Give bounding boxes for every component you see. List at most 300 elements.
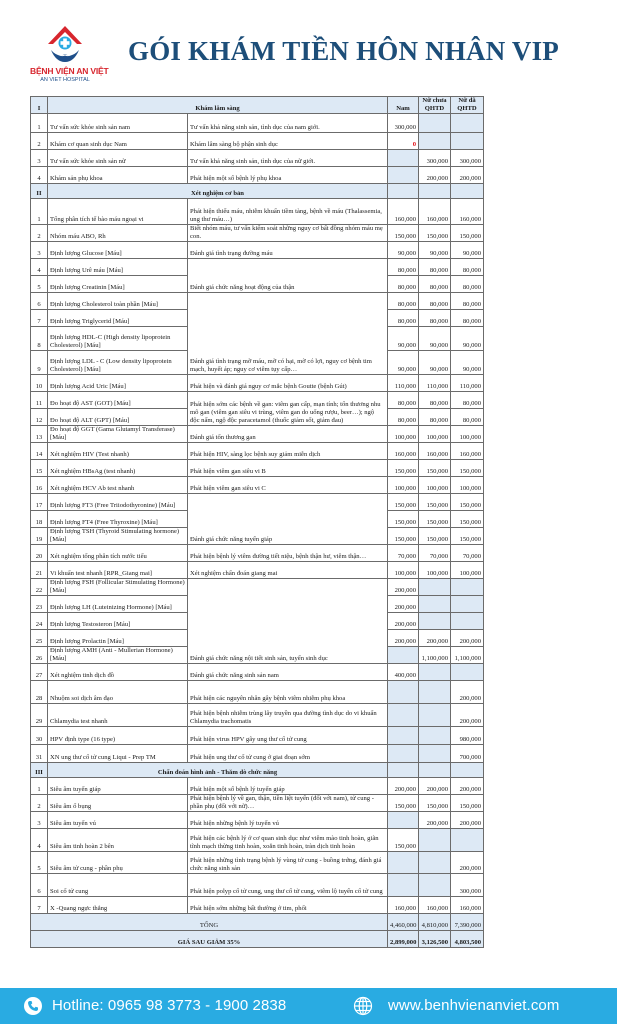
price-nam: 80,000: [388, 310, 419, 327]
price-nu-da-qhtd: 700,000: [451, 745, 484, 763]
row-number: 26: [31, 647, 48, 664]
table-row: [31, 225, 484, 242]
row-number: 29: [31, 704, 48, 727]
section-empty-nam: [388, 184, 419, 199]
section-title: Chẩn đoán hình ảnh - Thăm dò chức năng: [48, 763, 388, 778]
section-empty-nam: [388, 763, 419, 778]
price-nu-da-qhtd: 150,000: [451, 795, 484, 812]
service-name: Siêu âm tuyến vú: [48, 812, 188, 829]
price-nam: 80,000: [388, 276, 419, 293]
service-name: Xét nghiệm HIV (Test nhanh): [48, 443, 188, 460]
price-nu-chua-qhtd: 300,000: [419, 150, 451, 167]
price-nam: 160,000: [388, 897, 419, 914]
row-number: 18: [31, 511, 48, 528]
price-nu-da-qhtd: 90,000: [451, 327, 484, 351]
row-number: 16: [31, 477, 48, 494]
price-nu-da-qhtd: 80,000: [451, 310, 484, 327]
price-nam: [388, 874, 419, 897]
service-name: Định lượng HDL-C (High density lipoprotein Cholesterol) [Máu]: [48, 327, 188, 351]
row-number: 31: [31, 745, 48, 763]
price-nu-chua-qhtd: 80,000: [419, 409, 451, 426]
table-row: [31, 562, 484, 579]
row-number: 3: [31, 150, 48, 167]
service-name: X -Quang ngực thẳng: [48, 897, 188, 914]
price-nu-da-qhtd: 100,000: [451, 477, 484, 494]
service-name: Định lượng Acid Uric [Máu]: [48, 375, 188, 392]
service-name: Định lượng AMH (Anti - Mullerian Hormone) [Máu]: [48, 647, 188, 664]
row-number: 2: [31, 225, 48, 242]
row-number: 1: [31, 199, 48, 225]
price-nam: 100,000: [388, 426, 419, 443]
table-row: [31, 460, 484, 477]
price-nu-chua-qhtd: [419, 874, 451, 897]
service-description: Phát hiện viêm gan siêu vi C: [188, 477, 388, 494]
table-row: [31, 852, 484, 874]
total-row-nu-chua: 4,810,000: [419, 914, 451, 931]
service-description: Đánh giá chức năng tuyến giáp: [188, 494, 388, 545]
service-name: Định lượng TSH (Thyroid Stimulating hormone) [Máu]: [48, 528, 188, 545]
price-nu-chua-qhtd: 160,000: [419, 199, 451, 225]
price-nu-chua-qhtd: 160,000: [419, 443, 451, 460]
price-nam: [388, 812, 419, 829]
price-nu-da-qhtd: 200,000: [451, 852, 484, 874]
service-description: Đánh giá tình trạng đường máu: [188, 242, 388, 259]
service-description: Phát hiện những bệnh lý tuyến vú: [188, 812, 388, 829]
service-name: XN ung thư cổ tử cung Liqui - Prep TM: [48, 745, 188, 763]
price-nam: 110,000: [388, 375, 419, 392]
price-nu-chua-qhtd: 110,000: [419, 375, 451, 392]
service-description: Phát hiện virus HPV gây ung thư cổ tử cung: [188, 727, 388, 745]
service-name: Tổng phân tích tế bào máu ngoại vi: [48, 199, 188, 225]
price-nu-da-qhtd: 150,000: [451, 460, 484, 477]
price-nu-chua-qhtd: [419, 727, 451, 745]
price-nam: 200,000: [388, 613, 419, 630]
row-number: 6: [31, 874, 48, 897]
price-nam: [388, 681, 419, 704]
service-name: Định lượng Glucose [Máu]: [48, 242, 188, 259]
price-nu-da-qhtd: 150,000: [451, 528, 484, 545]
price-nu-chua-qhtd: [419, 745, 451, 763]
price-nu-chua-qhtd: 150,000: [419, 225, 451, 242]
price-nu-chua-qhtd: [419, 704, 451, 727]
price-nam: [388, 852, 419, 874]
price-nam: 400,000: [388, 664, 419, 681]
price-nu-da-qhtd: 1,100,000: [451, 647, 484, 664]
row-number: 7: [31, 897, 48, 914]
price-nu-chua-qhtd: 100,000: [419, 426, 451, 443]
service-name: Siêu âm tuyến giáp: [48, 778, 188, 795]
service-description: Đánh giá tổn thương gan: [188, 426, 388, 443]
logo-subtitle: AN VIET HOSPITAL: [40, 77, 90, 83]
service-name: Nhuộm soi dịch âm đạo: [48, 681, 188, 704]
globe-icon: [353, 996, 373, 1021]
table-row: [31, 681, 484, 704]
price-nam: 90,000: [388, 351, 419, 375]
website-link[interactable]: www.benhvienanviet.com: [388, 997, 560, 1014]
service-name: Nhóm máu ABO, Rh: [48, 225, 188, 242]
service-description: Đánh giá chức năng sinh sản nam: [188, 664, 388, 681]
price-table: [30, 96, 484, 948]
row-number: 3: [31, 242, 48, 259]
service-description: Khám lâm sàng bộ phận sinh dục: [188, 133, 388, 150]
row-number: 3: [31, 812, 48, 829]
price-nam: 100,000: [388, 477, 419, 494]
price-nam: 0: [388, 133, 419, 150]
section-number: III: [31, 763, 48, 778]
service-description: Phát hiện bệnh nhiễm trùng lây truyền qua đường tình dục do vi khuẩn Chlamydia trachomatis: [188, 704, 388, 727]
service-description: Phát hiện một số bệnh lý phụ khoa: [188, 167, 388, 184]
row-number: 24: [31, 613, 48, 630]
price-nu-da-qhtd: 80,000: [451, 259, 484, 276]
price-nu-chua-qhtd: 200,000: [419, 812, 451, 829]
section-header-row: [31, 97, 484, 114]
price-nu-chua-qhtd: [419, 114, 451, 133]
service-description: Phát hiện một số bệnh lý tuyến giáp: [188, 778, 388, 795]
price-nu-chua-qhtd: 100,000: [419, 562, 451, 579]
row-number: 7: [31, 310, 48, 327]
price-nam: 160,000: [388, 199, 419, 225]
row-number: 13: [31, 426, 48, 443]
price-nu-da-qhtd: 160,000: [451, 443, 484, 460]
row-number: 28: [31, 681, 48, 704]
table-row: [31, 392, 484, 409]
service-name: Vi khuẩn test nhanh [RPR_Giang mai]: [48, 562, 188, 579]
table-row: [31, 150, 484, 167]
phone-icon: [24, 997, 42, 1015]
column-header-nu-chua-qhtd: Nữ chưa QHTD: [419, 97, 451, 114]
price-nam: 150,000: [388, 795, 419, 812]
column-header-nu-da-qhtd: Nữ đã QHTD: [451, 97, 484, 114]
table-row: [31, 259, 484, 276]
service-name: HPV định type (16 type): [48, 727, 188, 745]
table-row: [31, 114, 484, 133]
service-name: Định lượng LDL - C (Low density lipoprotein Cholesterol) [Máu]: [48, 351, 188, 375]
price-nu-da-qhtd: [451, 664, 484, 681]
service-name: Đo hoạt độ ALT (GPT) [Máu]: [48, 409, 188, 426]
price-nu-da-qhtd: 980,000: [451, 727, 484, 745]
row-number: 1: [31, 778, 48, 795]
service-description: Đánh giá chức năng nội tiết sinh sản, tuyến sinh dục: [188, 579, 388, 664]
price-nu-chua-qhtd: 150,000: [419, 528, 451, 545]
service-name: Siêu âm tinh hoàn 2 bên: [48, 829, 188, 852]
service-name: Siêu âm tử cung - phần phụ: [48, 852, 188, 874]
price-nu-da-qhtd: 300,000: [451, 150, 484, 167]
price-nu-chua-qhtd: [419, 852, 451, 874]
price-nam: 150,000: [388, 829, 419, 852]
service-description: Phát hiện bệnh lý về gan, thận, tiền liệt tuyến (đối với nam), tử cung - phần phụ (đối với nữ)…: [188, 795, 388, 812]
table-row: [31, 199, 484, 225]
price-nu-da-qhtd: 200,000: [451, 630, 484, 647]
section-empty-nu-da-qhtd: [451, 184, 484, 199]
service-description: Phát hiện những tình trạng bệnh lý vùng tử cung - buồng trứng, đánh giá chức năng sinh sản: [188, 852, 388, 874]
row-number: 19: [31, 528, 48, 545]
service-name: Định lượng Testosteron [Máu]: [48, 613, 188, 630]
price-nu-chua-qhtd: 160,000: [419, 897, 451, 914]
section-number: II: [31, 184, 48, 199]
service-name: Khám cơ quan sinh dục Nam: [48, 133, 188, 150]
row-number: 4: [31, 259, 48, 276]
row-number: 30: [31, 727, 48, 745]
hotline-text[interactable]: Hotline: 0965 98 3773 - 1900 2838: [52, 997, 287, 1014]
price-nam: 150,000: [388, 528, 419, 545]
row-number: 22: [31, 579, 48, 596]
service-name: Định lượng Prolactin [Máu]: [48, 630, 188, 647]
row-number: 4: [31, 829, 48, 852]
service-name: Xét nghiệm tổng phân tích nước tiểu: [48, 545, 188, 562]
price-nu-da-qhtd: [451, 613, 484, 630]
price-nu-chua-qhtd: 200,000: [419, 778, 451, 795]
section-header-row: [31, 763, 484, 778]
price-nu-da-qhtd: 90,000: [451, 242, 484, 259]
section-title: Xét nghiệm cơ bản: [48, 184, 388, 199]
service-description: Phát hiện thiếu máu, nhiễm khuẩn tiềm tàng, bệnh về máu (Thalassemia, ung thư máu…): [188, 199, 388, 225]
table-row: [31, 874, 484, 897]
discounted-total-row-label: GIÁ SAU GIẢM 35%: [31, 931, 388, 948]
section-empty-nu-chua-qhtd: [419, 763, 451, 778]
page-title: GÓI KHÁM TIỀN HÔN NHÂN VIP: [128, 36, 559, 66]
price-nu-da-qhtd: 100,000: [451, 562, 484, 579]
table-row: [31, 579, 484, 596]
price-nu-chua-qhtd: 200,000: [419, 630, 451, 647]
price-nu-chua-qhtd: 1,100,000: [419, 647, 451, 664]
price-nu-chua-qhtd: 150,000: [419, 795, 451, 812]
discounted-total-row: [31, 931, 484, 948]
price-nu-chua-qhtd: 90,000: [419, 242, 451, 259]
service-name: Tư vấn sức khỏe sinh sản nữ: [48, 150, 188, 167]
price-nu-da-qhtd: 200,000: [451, 681, 484, 704]
price-nu-da-qhtd: [451, 596, 484, 613]
price-nam: 80,000: [388, 409, 419, 426]
column-header-nam: Nam: [388, 97, 419, 114]
price-nu-chua-qhtd: 80,000: [419, 276, 451, 293]
row-number: 23: [31, 596, 48, 613]
service-description: Phát hiện sớm những bất thường ở tim, phổi: [188, 897, 388, 914]
price-nam: [388, 745, 419, 763]
price-nam: 200,000: [388, 630, 419, 647]
price-nam: 100,000: [388, 562, 419, 579]
row-number: 17: [31, 494, 48, 511]
service-name: Định lượng FT3 (Free Triiodothyronine) [Máu]: [48, 494, 188, 511]
table-row: [31, 812, 484, 829]
service-name: Tư vấn sức khỏe sinh sản nam: [48, 114, 188, 133]
service-name: Định lượng Cholesterol toàn phần [Máu]: [48, 293, 188, 310]
row-number: 11: [31, 392, 48, 409]
service-description: Phát hiện polyp cổ tử cung, ung thư cổ tử cung, viêm lộ tuyến cổ tử cung: [188, 874, 388, 897]
section-number: I: [31, 97, 48, 114]
table-row: [31, 778, 484, 795]
price-nu-da-qhtd: 90,000: [451, 351, 484, 375]
price-nam: 150,000: [388, 225, 419, 242]
service-description: Phát hiện sớm các bệnh về gan: viêm gan cấp, mạn tính; tổn thương nhu mô gan (viêm gan siêu vi trùng, viêm gan do uống rượu, beer…); ngộ độc nấm, ngộ độc paracetamol (thuốc giảm sốt, giảm đau): [188, 392, 388, 426]
row-number: 5: [31, 852, 48, 874]
discounted-total-row-nam: 2,899,000: [388, 931, 419, 948]
price-nam: 80,000: [388, 392, 419, 409]
price-nu-chua-qhtd: [419, 829, 451, 852]
service-description: Đánh giá tình trạng mỡ máu, mỡ có hại, mỡ có lợi, nguy cơ bệnh tim mạch, huyết áp; nguy cơ viêm tụy cấp…: [188, 293, 388, 375]
row-number: 8: [31, 327, 48, 351]
service-description: Phát hiện các bệnh lý ở cơ quan sinh dục như viêm mào tinh hoàn, giãn tĩnh mạch thừng tinh hoàn, xoắn tinh hoàn, tràn dịch tinh hoàn: [188, 829, 388, 852]
logo-brand-text: BỆNH VIỆN AN VIỆT: [30, 66, 109, 76]
price-nam: 160,000: [388, 443, 419, 460]
service-description: Tư vấn khả năng sinh sản, tình dục của nữ giới.: [188, 150, 388, 167]
price-nu-da-qhtd: 80,000: [451, 293, 484, 310]
service-name: Soi cổ tử cung: [48, 874, 188, 897]
service-description: Xét nghiệm chẩn đoán giang mai: [188, 562, 388, 579]
service-name: Chlamydia test nhanh: [48, 704, 188, 727]
service-name: Xét nghiệm tinh dịch đồ: [48, 664, 188, 681]
table-row: [31, 897, 484, 914]
price-nam: [388, 167, 419, 184]
price-nam: 150,000: [388, 511, 419, 528]
price-nu-da-qhtd: 150,000: [451, 511, 484, 528]
price-nu-da-qhtd: 80,000: [451, 409, 484, 426]
service-name: Đo hoạt độ AST (GOT) [Máu]: [48, 392, 188, 409]
row-number: 1: [31, 114, 48, 133]
price-nu-da-qhtd: 160,000: [451, 897, 484, 914]
service-name: Xét nghiệm HBsAg (test nhanh): [48, 460, 188, 477]
table-row: [31, 167, 484, 184]
price-nu-chua-qhtd: 80,000: [419, 259, 451, 276]
service-name: Định lượng Urê máu [Máu]: [48, 259, 188, 276]
row-number: 5: [31, 276, 48, 293]
total-row: [31, 914, 484, 931]
page-header: [0, 0, 617, 95]
price-nu-chua-qhtd: [419, 579, 451, 596]
section-header-row: [31, 184, 484, 199]
price-nu-chua-qhtd: [419, 596, 451, 613]
price-nu-da-qhtd: 110,000: [451, 375, 484, 392]
table-row: [31, 133, 484, 150]
price-nu-da-qhtd: 300,000: [451, 874, 484, 897]
table-row: [31, 242, 484, 259]
row-number: 2: [31, 133, 48, 150]
section-empty-nu-da-qhtd: [451, 763, 484, 778]
price-nu-chua-qhtd: [419, 681, 451, 704]
service-name: Định lượng FSH (Follicular Stimulating Hormone) [Máu]: [48, 579, 188, 596]
service-description: Phát hiện và đánh giá nguy cơ mắc bệnh Goutte (bệnh Gút): [188, 375, 388, 392]
price-nu-da-qhtd: [451, 114, 484, 133]
row-number: 21: [31, 562, 48, 579]
price-nu-da-qhtd: 70,000: [451, 545, 484, 562]
price-nu-da-qhtd: 150,000: [451, 494, 484, 511]
price-nu-da-qhtd: [451, 579, 484, 596]
service-description: Phát hiện viêm gan siêu vi B: [188, 460, 388, 477]
total-row-nu-da: 7,390,000: [451, 914, 484, 931]
hospital-logo-icon: [44, 24, 86, 66]
row-number: 27: [31, 664, 48, 681]
table-row: [31, 829, 484, 852]
price-nu-da-qhtd: 150,000: [451, 225, 484, 242]
price-nu-chua-qhtd: 150,000: [419, 494, 451, 511]
price-nu-chua-qhtd: 200,000: [419, 167, 451, 184]
service-name: Siêu âm ổ bụng: [48, 795, 188, 812]
service-name: Xét nghiệm HCV Ab test nhanh: [48, 477, 188, 494]
table-row: [31, 545, 484, 562]
price-nu-chua-qhtd: 150,000: [419, 460, 451, 477]
price-nu-da-qhtd: 200,000: [451, 704, 484, 727]
discounted-total-row-nu-da: 4,803,500: [451, 931, 484, 948]
price-nu-chua-qhtd: [419, 664, 451, 681]
table-row: [31, 426, 484, 443]
price-nu-chua-qhtd: 90,000: [419, 351, 451, 375]
price-nam: 80,000: [388, 259, 419, 276]
row-number: 10: [31, 375, 48, 392]
price-nam: 150,000: [388, 494, 419, 511]
table-row: [31, 664, 484, 681]
row-number: 15: [31, 460, 48, 477]
service-name: Định lượng Triglycerid [Máu]: [48, 310, 188, 327]
price-nu-chua-qhtd: 80,000: [419, 293, 451, 310]
service-name: Khám sản phụ khoa: [48, 167, 188, 184]
price-nu-da-qhtd: 200,000: [451, 778, 484, 795]
price-nam: 90,000: [388, 242, 419, 259]
price-nu-da-qhtd: [451, 133, 484, 150]
total-row-label: TỔNG: [31, 914, 388, 931]
table-row: [31, 494, 484, 511]
price-nu-da-qhtd: 200,000: [451, 167, 484, 184]
section-title: Khám lâm sàng: [48, 97, 388, 114]
price-nu-chua-qhtd: 90,000: [419, 327, 451, 351]
price-nu-chua-qhtd: 150,000: [419, 511, 451, 528]
service-description: Đánh giá chức năng hoạt động của thận: [188, 259, 388, 293]
row-number: 12: [31, 409, 48, 426]
service-name: Đo hoạt độ GGT (Gama Glutamyl Transferase) [Máu]: [48, 426, 188, 443]
price-nam: [388, 704, 419, 727]
price-nu-chua-qhtd: [419, 613, 451, 630]
service-description: Phát hiện HIV, sàng lọc bệnh suy giảm miễn dịch: [188, 443, 388, 460]
price-nu-da-qhtd: 80,000: [451, 392, 484, 409]
section-empty-nu-chua-qhtd: [419, 184, 451, 199]
price-nam: 200,000: [388, 596, 419, 613]
discounted-total-row-nu-chua: 3,126,500: [419, 931, 451, 948]
table-row: [31, 477, 484, 494]
price-nu-chua-qhtd: 80,000: [419, 392, 451, 409]
price-nam: 200,000: [388, 778, 419, 795]
price-nam: [388, 727, 419, 745]
price-nam: [388, 150, 419, 167]
table-row: [31, 704, 484, 727]
table-row: [31, 443, 484, 460]
row-number: 9: [31, 351, 48, 375]
price-nu-chua-qhtd: 70,000: [419, 545, 451, 562]
service-description: Phát hiện bệnh lý viêm đường tiết niệu, bệnh thận hư, viêm thận…: [188, 545, 388, 562]
price-nu-da-qhtd: 200,000: [451, 812, 484, 829]
price-nu-da-qhtd: 80,000: [451, 276, 484, 293]
row-number: 6: [31, 293, 48, 310]
table-row: [31, 293, 484, 310]
service-description: Tư vấn khả năng sinh sản, tình dục của nam giới.: [188, 114, 388, 133]
row-number: 14: [31, 443, 48, 460]
row-number: 20: [31, 545, 48, 562]
price-nu-chua-qhtd: 80,000: [419, 310, 451, 327]
table-row: [31, 375, 484, 392]
price-nam: [388, 647, 419, 664]
table-row: [31, 727, 484, 745]
table-row: [31, 745, 484, 763]
price-nam: 200,000: [388, 579, 419, 596]
price-nu-da-qhtd: 160,000: [451, 199, 484, 225]
price-table-body: [31, 97, 484, 948]
total-row-nam: 4,460,000: [388, 914, 419, 931]
price-nu-da-qhtd: [451, 829, 484, 852]
contact-footer: [0, 988, 617, 1024]
price-nu-da-qhtd: 100,000: [451, 426, 484, 443]
service-description: Biết nhóm máu, tư vấn kiểm soát những nguy cơ bất đồng nhóm máu mẹ con.: [188, 225, 388, 242]
price-nam: 150,000: [388, 460, 419, 477]
row-number: 2: [31, 795, 48, 812]
service-name: Định lượng FT4 (Free Thyroxine) [Máu]: [48, 511, 188, 528]
service-description: Phát hiện các nguyên nhân gây bệnh viêm nhiễm phụ khoa: [188, 681, 388, 704]
